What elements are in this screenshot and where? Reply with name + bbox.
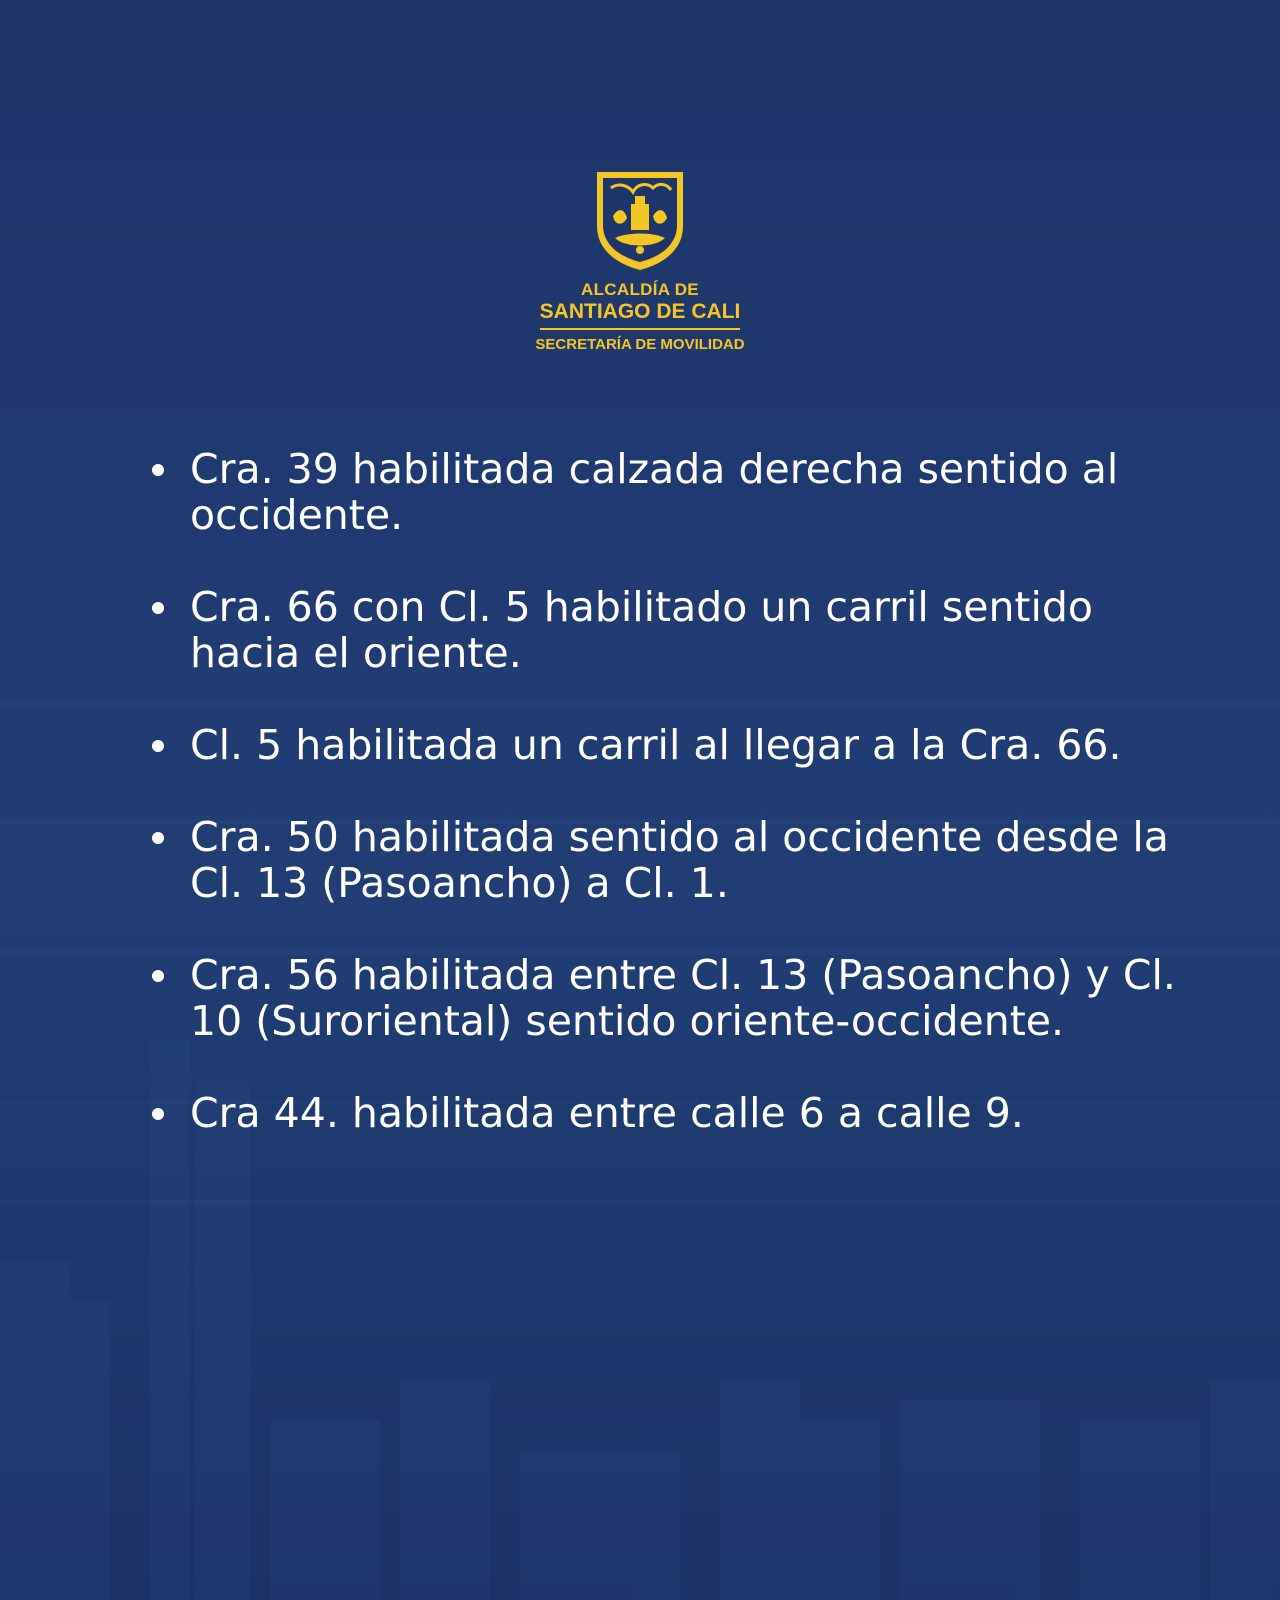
cali-coat-of-arms-icon [593, 168, 687, 272]
list-item-text: Cra. 39 habilitada calzada derecha sentido al occidente. [190, 445, 1119, 539]
list-item-text: Cl. 5 habilitada un carril al llegar a la Cra. 66. [190, 721, 1122, 769]
road-status-list [150, 446, 1190, 1182]
bullet-icon [152, 832, 164, 844]
bullet-icon [152, 1108, 164, 1120]
bullet-icon [152, 602, 164, 614]
list-item [150, 446, 1190, 538]
bullet-icon [152, 464, 164, 476]
list-item-text: Cra 44. habilitada entre calle 6 a calle 9. [190, 1089, 1024, 1137]
list-item [150, 1090, 1190, 1136]
list-item [150, 722, 1190, 768]
logo-block [0, 168, 1280, 354]
logo-title-line2: SANTIAGO DE CALI [540, 300, 741, 330]
list-item [150, 952, 1190, 1044]
list-item-text: Cra. 50 habilitada sentido al occidente desde la Cl. 13 (Pasoancho) a Cl. 1. [190, 813, 1169, 907]
list-item [150, 814, 1190, 906]
list-item-text: Cra. 66 con Cl. 5 habilitado un carril sentido hacia el oriente. [190, 583, 1094, 677]
logo-subtitle: SECRETARÍA DE MOVILIDAD [535, 336, 745, 353]
bullet-icon [152, 740, 164, 752]
list-item [150, 584, 1190, 676]
logo-title-line1: ALCALDÍA DE [581, 280, 699, 299]
list-item-text: Cra. 56 habilitada entre Cl. 13 (Pasoancho) y Cl. 10 (Suroriental) sentido oriente-occidente. [190, 951, 1176, 1045]
bullet-icon [152, 970, 164, 982]
